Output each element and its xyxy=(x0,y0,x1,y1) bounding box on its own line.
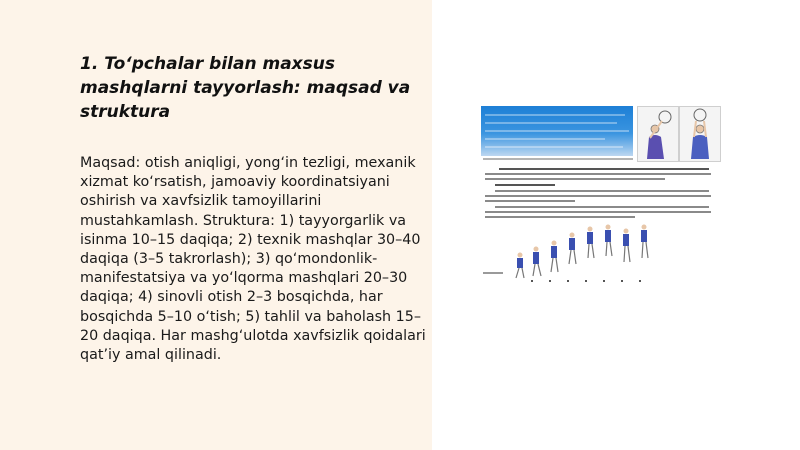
player-photo-2 xyxy=(679,106,721,162)
player-photo-1 xyxy=(637,106,679,162)
slide-body-text: Maqsad: otish aniqligi, yong‘in tezligi, mexanik xizmat ko‘rsatish, jamoaviy koordinatsiyani oshirish va xavfsizlik tamoyillarini mustahkamlash. Struktura: 1) tayyorgarlik va isinma 10–15 daqiqa; 2) texnik mashqlar 30–40 daqiqa (3–5 takrorlash); 3) qo‘mondonlik-manifestatsiya va yo‘lqorma mashqlari 20–30 daqiqa; 4) sinovli otish 2–3 bosqichda, har bosqichda 5–10 o‘tish; 5) tahlil va baholash 15–20 daqiqa. Har mashg‘ulotda xavfsizlik qoidalari qat’iy amal qilinadi. xyxy=(80,155,426,364)
jump-sequence-illustration xyxy=(511,222,661,284)
figure-caption-mark xyxy=(483,272,503,274)
slide-title: 1. To‘pchalar bilan maxsus mashqlarni tayyorlash: maqsad va struktura xyxy=(80,54,411,122)
figure-blue-header xyxy=(481,106,633,156)
textbook-page-image xyxy=(481,104,718,284)
